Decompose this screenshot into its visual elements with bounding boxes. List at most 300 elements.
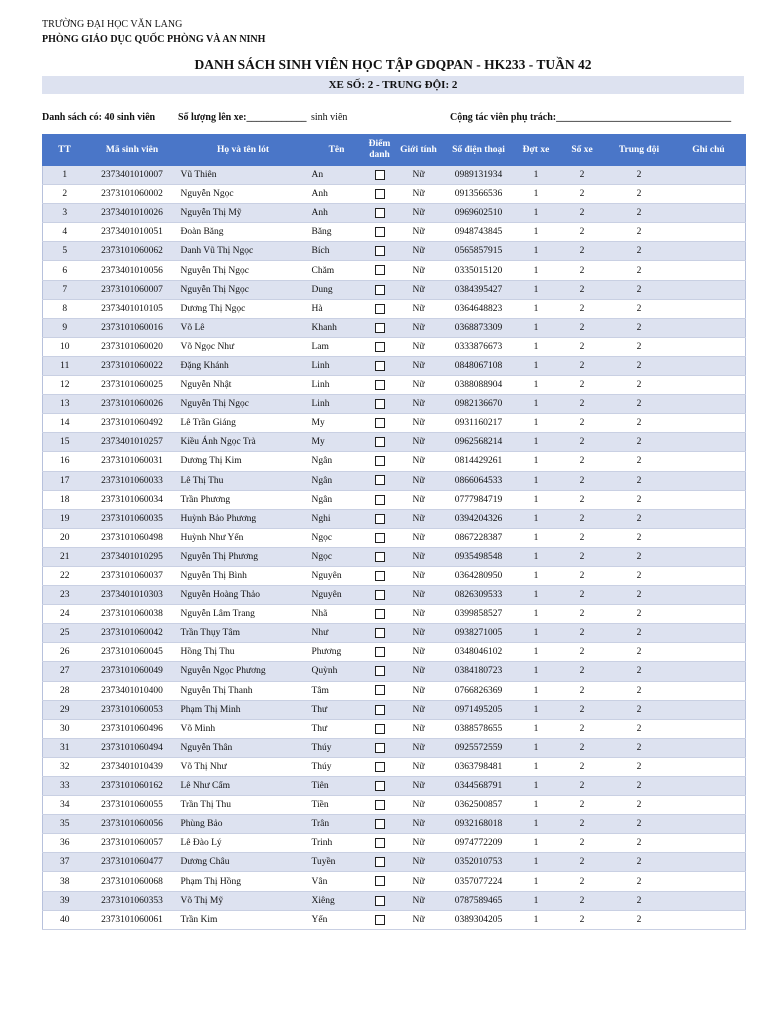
cell-phone: 0969602510 — [443, 204, 515, 223]
cell-platoon: 2 — [607, 376, 672, 395]
attendance-checkbox[interactable] — [375, 361, 385, 371]
cell-name: Thư — [309, 700, 365, 719]
cell-note — [672, 356, 746, 375]
cell-gender: Nữ — [395, 185, 443, 204]
cell-phone: 0982136670 — [443, 395, 515, 414]
attendance-checkbox[interactable] — [375, 647, 385, 657]
cell-student-id: 2373401010007 — [87, 166, 178, 185]
cell-attendance — [365, 738, 395, 757]
table-row — [43, 681, 746, 700]
cell-gender: Nữ — [395, 528, 443, 547]
cell-name: Nhã — [309, 605, 365, 624]
cell-platoon: 2 — [607, 242, 672, 261]
cell-attendance — [365, 815, 395, 834]
attendance-checkbox[interactable] — [375, 342, 385, 352]
cell-gender: Nữ — [395, 662, 443, 681]
col-header-surname: Họ và tên lót — [178, 135, 309, 166]
cell-note — [672, 910, 746, 929]
cell-student-id: 2373101060062 — [87, 242, 178, 261]
attendance-checkbox[interactable] — [375, 265, 385, 275]
cell-student-id: 2373101060042 — [87, 624, 178, 643]
attendance-checkbox[interactable] — [375, 227, 385, 237]
table-row — [43, 586, 746, 605]
cell-note — [672, 891, 746, 910]
cell-note — [672, 586, 746, 605]
table-row — [43, 490, 746, 509]
attendance-checkbox[interactable] — [375, 533, 385, 543]
cell-tt: 36 — [43, 834, 87, 853]
cell-platoon: 2 — [607, 872, 672, 891]
cell-bus: 2 — [558, 834, 607, 853]
cell-platoon: 2 — [607, 528, 672, 547]
cell-name: Như — [309, 624, 365, 643]
cell-gender: Nữ — [395, 299, 443, 318]
cell-bus: 2 — [558, 337, 607, 356]
cell-platoon: 2 — [607, 204, 672, 223]
cell-attendance — [365, 528, 395, 547]
cell-phone: 0867228387 — [443, 528, 515, 547]
cell-tt: 28 — [43, 681, 87, 700]
attendance-checkbox[interactable] — [375, 628, 385, 638]
cell-student-id: 2373101060045 — [87, 643, 178, 662]
cell-tt: 7 — [43, 280, 87, 299]
cell-batch: 1 — [515, 777, 558, 796]
cell-platoon: 2 — [607, 853, 672, 872]
cell-note — [672, 414, 746, 433]
cell-phone: 0388088904 — [443, 376, 515, 395]
cell-phone: 0962568214 — [443, 433, 515, 452]
cell-tt: 34 — [43, 796, 87, 815]
col-header-phone: Số điện thoại — [443, 135, 515, 166]
cell-bus: 2 — [558, 223, 607, 242]
cell-phone: 0777984719 — [443, 490, 515, 509]
cell-tt: 24 — [43, 605, 87, 624]
cell-tt: 26 — [43, 643, 87, 662]
cell-platoon: 2 — [607, 796, 672, 815]
table-row — [43, 261, 746, 280]
attendance-checkbox[interactable] — [375, 781, 385, 791]
cell-batch: 1 — [515, 299, 558, 318]
cell-attendance — [365, 204, 395, 223]
cell-phone: 0826309533 — [443, 586, 515, 605]
cell-name: Tuyền — [309, 853, 365, 872]
cell-attendance — [365, 471, 395, 490]
cell-bus: 2 — [558, 204, 607, 223]
cell-surname: Trần Thị Thu — [178, 796, 309, 815]
cell-student-id: 2373101060477 — [87, 853, 178, 872]
cell-surname: Nguyễn Thị Mỹ — [178, 204, 309, 223]
cell-phone: 0565857915 — [443, 242, 515, 261]
cell-platoon: 2 — [607, 700, 672, 719]
cell-phone: 0335015120 — [443, 261, 515, 280]
cell-surname: Dương Thị Ngọc — [178, 299, 309, 318]
attendance-checkbox[interactable] — [375, 246, 385, 256]
attendance-checkbox[interactable] — [375, 495, 385, 505]
attendance-checkbox[interactable] — [375, 285, 385, 295]
cell-phone: 0814429261 — [443, 452, 515, 471]
cell-phone: 0971495205 — [443, 700, 515, 719]
cell-student-id: 2373101060033 — [87, 471, 178, 490]
cell-tt: 15 — [43, 433, 87, 452]
col-header-note: Ghi chú — [672, 135, 746, 166]
cell-name: Thúy — [309, 757, 365, 776]
table-row — [43, 318, 746, 337]
cell-name: Ngọc — [309, 528, 365, 547]
cell-attendance — [365, 376, 395, 395]
cell-platoon: 2 — [607, 395, 672, 414]
cell-name: Phương — [309, 643, 365, 662]
table-row — [43, 834, 746, 853]
cell-attendance — [365, 872, 395, 891]
cell-name: Linh — [309, 395, 365, 414]
cell-attendance — [365, 337, 395, 356]
cell-tt: 20 — [43, 528, 87, 547]
cell-surname: Nguyễn Thị Thanh — [178, 681, 309, 700]
cell-gender: Nữ — [395, 414, 443, 433]
table-row — [43, 185, 746, 204]
attendance-checkbox[interactable] — [375, 876, 385, 886]
cell-bus: 2 — [558, 700, 607, 719]
attendance-checkbox[interactable] — [375, 685, 385, 695]
cell-bus: 2 — [558, 395, 607, 414]
list-count: Danh sách có: 40 sinh viên — [42, 112, 156, 123]
cell-student-id: 2373101060049 — [87, 662, 178, 681]
cell-phone: 0938271005 — [443, 624, 515, 643]
cell-student-id: 2373101060022 — [87, 356, 178, 375]
attendance-checkbox[interactable] — [375, 304, 385, 314]
cell-platoon: 2 — [607, 891, 672, 910]
cell-gender: Nữ — [395, 834, 443, 853]
cell-note — [672, 796, 746, 815]
attendance-checkbox[interactable] — [375, 418, 385, 428]
cell-attendance — [365, 509, 395, 528]
cell-gender: Nữ — [395, 719, 443, 738]
cell-tt: 14 — [43, 414, 87, 433]
cell-surname: Võ Ngọc Như — [178, 337, 309, 356]
cell-student-id: 2373101060498 — [87, 528, 178, 547]
cell-tt: 8 — [43, 299, 87, 318]
attendance-checkbox[interactable] — [375, 590, 385, 600]
cell-student-id: 2373101060055 — [87, 796, 178, 815]
cell-student-id: 2373401010051 — [87, 223, 178, 242]
cell-note — [672, 700, 746, 719]
cell-gender: Nữ — [395, 318, 443, 337]
cell-phone: 0931160217 — [443, 414, 515, 433]
cell-gender: Nữ — [395, 700, 443, 719]
cell-batch: 1 — [515, 204, 558, 223]
attendance-checkbox[interactable] — [375, 380, 385, 390]
attendance-checkbox[interactable] — [375, 724, 385, 734]
cell-phone: 0866064533 — [443, 471, 515, 490]
table-row — [43, 509, 746, 528]
cell-note — [672, 242, 746, 261]
document-title: DANH SÁCH SINH VIÊN HỌC TẬP GDQPAN - HK233 - TUẦN 42 — [194, 57, 592, 72]
attendance-checkbox[interactable] — [375, 323, 385, 333]
attendance-checkbox[interactable] — [375, 456, 385, 466]
cell-platoon: 2 — [607, 356, 672, 375]
cell-platoon: 2 — [607, 777, 672, 796]
cell-surname: Dương Thị Kim — [178, 452, 309, 471]
attendance-checkbox[interactable] — [375, 170, 385, 180]
cell-bus: 2 — [558, 242, 607, 261]
cell-batch: 1 — [515, 757, 558, 776]
cell-bus: 2 — [558, 910, 607, 929]
cell-phone: 0384180723 — [443, 662, 515, 681]
cell-tt: 35 — [43, 815, 87, 834]
cell-batch: 1 — [515, 395, 558, 414]
cell-bus: 2 — [558, 796, 607, 815]
cell-tt: 5 — [43, 242, 87, 261]
cell-name: Tiền — [309, 796, 365, 815]
attendance-checkbox[interactable] — [375, 896, 385, 906]
cell-surname: Trần Thụy Tâm — [178, 624, 309, 643]
cell-gender: Nữ — [395, 681, 443, 700]
cell-attendance — [365, 318, 395, 337]
col-header-student-id: Mã sinh viên — [87, 135, 178, 166]
attendance-checkbox[interactable] — [375, 666, 385, 676]
cell-student-id: 2373101060031 — [87, 452, 178, 471]
cell-student-id: 2373401010295 — [87, 547, 178, 566]
cell-student-id: 2373401010056 — [87, 261, 178, 280]
attendance-checkbox[interactable] — [375, 915, 385, 925]
attendance-checkbox[interactable] — [375, 838, 385, 848]
student-table — [42, 134, 746, 930]
table-row — [43, 700, 746, 719]
cell-surname: Nguyễn Thị Ngọc — [178, 261, 309, 280]
cell-tt: 17 — [43, 471, 87, 490]
cell-student-id: 2373401010400 — [87, 681, 178, 700]
cell-attendance — [365, 700, 395, 719]
cell-name: Trân — [309, 815, 365, 834]
cell-platoon: 2 — [607, 490, 672, 509]
table-row — [43, 204, 746, 223]
cell-surname: Huỳnh Như Yến — [178, 528, 309, 547]
cell-note — [672, 662, 746, 681]
attendance-checkbox[interactable] — [375, 571, 385, 581]
table-row — [43, 777, 746, 796]
cell-surname: Phạm Thị Hồng — [178, 872, 309, 891]
cell-note — [672, 853, 746, 872]
attendance-checkbox[interactable] — [375, 189, 385, 199]
cell-note — [672, 318, 746, 337]
cell-student-id: 2373101060034 — [87, 490, 178, 509]
col-header-attendance — [365, 135, 395, 166]
table-row — [43, 337, 746, 356]
cell-tt: 11 — [43, 356, 87, 375]
attendance-checkbox[interactable] — [375, 743, 385, 753]
cell-name: Yến — [309, 910, 365, 929]
cell-platoon: 2 — [607, 643, 672, 662]
cell-batch: 1 — [515, 738, 558, 757]
attendance-checkbox[interactable] — [375, 208, 385, 218]
cell-attendance — [365, 891, 395, 910]
cell-note — [672, 376, 746, 395]
boarding-count-label: Số lượng lên xe:____________ — [178, 112, 307, 123]
cell-gender: Nữ — [395, 624, 443, 643]
cell-name: Khanh — [309, 318, 365, 337]
cell-gender: Nữ — [395, 910, 443, 929]
cell-attendance — [365, 166, 395, 185]
cell-name: Quỳnh — [309, 662, 365, 681]
cell-gender: Nữ — [395, 547, 443, 566]
cell-batch: 1 — [515, 280, 558, 299]
table-row — [43, 910, 746, 929]
cell-tt: 19 — [43, 509, 87, 528]
col-header-attendance-line2: danh — [369, 150, 390, 160]
cell-gender: Nữ — [395, 223, 443, 242]
cell-surname: Nguyễn Thân — [178, 738, 309, 757]
attendance-checkbox[interactable] — [375, 552, 385, 562]
attendance-checkbox[interactable] — [375, 705, 385, 715]
table-row — [43, 452, 746, 471]
cell-surname: Nguyễn Thị Bình — [178, 566, 309, 585]
attendance-checkbox[interactable] — [375, 437, 385, 447]
cell-note — [672, 395, 746, 414]
cell-note — [672, 605, 746, 624]
cell-tt: 18 — [43, 490, 87, 509]
cell-name: Ngân — [309, 490, 365, 509]
cell-platoon: 2 — [607, 185, 672, 204]
cell-phone: 0394204326 — [443, 509, 515, 528]
cell-surname: Võ Thị Mỹ — [178, 891, 309, 910]
cell-name: Linh — [309, 356, 365, 375]
cell-platoon: 2 — [607, 719, 672, 738]
cell-name: Lam — [309, 337, 365, 356]
cell-platoon: 2 — [607, 433, 672, 452]
attendance-checkbox[interactable] — [375, 819, 385, 829]
table-row — [43, 299, 746, 318]
cell-student-id: 2373401010257 — [87, 433, 178, 452]
cell-attendance — [365, 395, 395, 414]
cell-tt: 27 — [43, 662, 87, 681]
cell-phone: 0384395427 — [443, 280, 515, 299]
cell-phone: 0368873309 — [443, 318, 515, 337]
attendance-checkbox[interactable] — [375, 399, 385, 409]
cell-bus: 2 — [558, 356, 607, 375]
cell-surname: Nguyễn Thị Ngọc — [178, 280, 309, 299]
cell-name: Nguyên — [309, 566, 365, 585]
cell-phone: 0766826369 — [443, 681, 515, 700]
cell-name: An — [309, 166, 365, 185]
cell-student-id: 2373101060020 — [87, 337, 178, 356]
cell-tt: 16 — [43, 452, 87, 471]
cell-platoon: 2 — [607, 605, 672, 624]
cell-note — [672, 547, 746, 566]
cell-surname: Nguyễn Thị Phương — [178, 547, 309, 566]
attendance-checkbox[interactable] — [375, 762, 385, 772]
cell-note — [672, 471, 746, 490]
cell-note — [672, 566, 746, 585]
cell-tt: 3 — [43, 204, 87, 223]
cell-student-id: 2373401010303 — [87, 586, 178, 605]
cell-note — [672, 872, 746, 891]
cell-student-id: 2373101060056 — [87, 815, 178, 834]
department-name: PHÒNG GIÁO DỤC QUỐC PHÒNG VÀ AN NINH — [42, 34, 266, 45]
table-row — [43, 280, 746, 299]
attendance-checkbox[interactable] — [375, 800, 385, 810]
cell-batch: 1 — [515, 185, 558, 204]
cell-student-id: 2373101060035 — [87, 509, 178, 528]
cell-name: Vân — [309, 872, 365, 891]
cell-batch: 1 — [515, 433, 558, 452]
cell-student-id: 2373101060016 — [87, 318, 178, 337]
cell-tt: 38 — [43, 872, 87, 891]
table-row — [43, 662, 746, 681]
cell-batch: 1 — [515, 605, 558, 624]
cell-batch: 1 — [515, 223, 558, 242]
cell-tt: 9 — [43, 318, 87, 337]
cell-phone: 0913566536 — [443, 185, 515, 204]
cell-note — [672, 299, 746, 318]
cell-platoon: 2 — [607, 910, 672, 929]
cell-batch: 1 — [515, 356, 558, 375]
cell-tt: 23 — [43, 586, 87, 605]
cell-bus: 2 — [558, 490, 607, 509]
cell-note — [672, 337, 746, 356]
cell-gender: Nữ — [395, 757, 443, 776]
attendance-checkbox[interactable] — [375, 475, 385, 485]
attendance-checkbox[interactable] — [375, 857, 385, 867]
cell-platoon: 2 — [607, 299, 672, 318]
cell-bus: 2 — [558, 624, 607, 643]
cell-surname: Võ Thị Như — [178, 757, 309, 776]
cell-gender: Nữ — [395, 777, 443, 796]
cell-name: Băng — [309, 223, 365, 242]
cell-surname: Nguyễn Ngọc — [178, 185, 309, 204]
cell-phone: 0363798481 — [443, 757, 515, 776]
cell-gender: Nữ — [395, 166, 443, 185]
cell-bus: 2 — [558, 853, 607, 872]
cell-batch: 1 — [515, 414, 558, 433]
cell-note — [672, 185, 746, 204]
cell-platoon: 2 — [607, 261, 672, 280]
cell-phone: 0352010753 — [443, 853, 515, 872]
cell-surname: Hồng Thị Thu — [178, 643, 309, 662]
cell-platoon: 2 — [607, 757, 672, 776]
cell-tt: 2 — [43, 185, 87, 204]
attendance-checkbox[interactable] — [375, 514, 385, 524]
cell-name: Anh — [309, 204, 365, 223]
cell-attendance — [365, 662, 395, 681]
cell-name: Dung — [309, 280, 365, 299]
cell-student-id: 2373101060162 — [87, 777, 178, 796]
attendance-checkbox[interactable] — [375, 609, 385, 619]
cell-tt: 33 — [43, 777, 87, 796]
col-header-tt: TT — [43, 135, 87, 166]
cell-surname: Nguyễn Nhật — [178, 376, 309, 395]
table-row — [43, 624, 746, 643]
cell-student-id: 2373101060494 — [87, 738, 178, 757]
cell-phone: 0787589465 — [443, 891, 515, 910]
cell-tt: 6 — [43, 261, 87, 280]
col-header-gender: Giới tính — [395, 135, 443, 166]
cell-note — [672, 166, 746, 185]
cell-note — [672, 204, 746, 223]
cell-note — [672, 777, 746, 796]
cell-gender: Nữ — [395, 490, 443, 509]
cell-surname: Nguyễn Ngọc Phương — [178, 662, 309, 681]
cell-platoon: 2 — [607, 566, 672, 585]
cell-attendance — [365, 356, 395, 375]
cell-gender: Nữ — [395, 796, 443, 815]
cell-note — [672, 223, 746, 242]
cell-tt: 4 — [43, 223, 87, 242]
cell-gender: Nữ — [395, 605, 443, 624]
cell-batch: 1 — [515, 719, 558, 738]
cell-bus: 2 — [558, 376, 607, 395]
cell-surname: Lê Thị Thu — [178, 471, 309, 490]
cell-batch: 1 — [515, 376, 558, 395]
